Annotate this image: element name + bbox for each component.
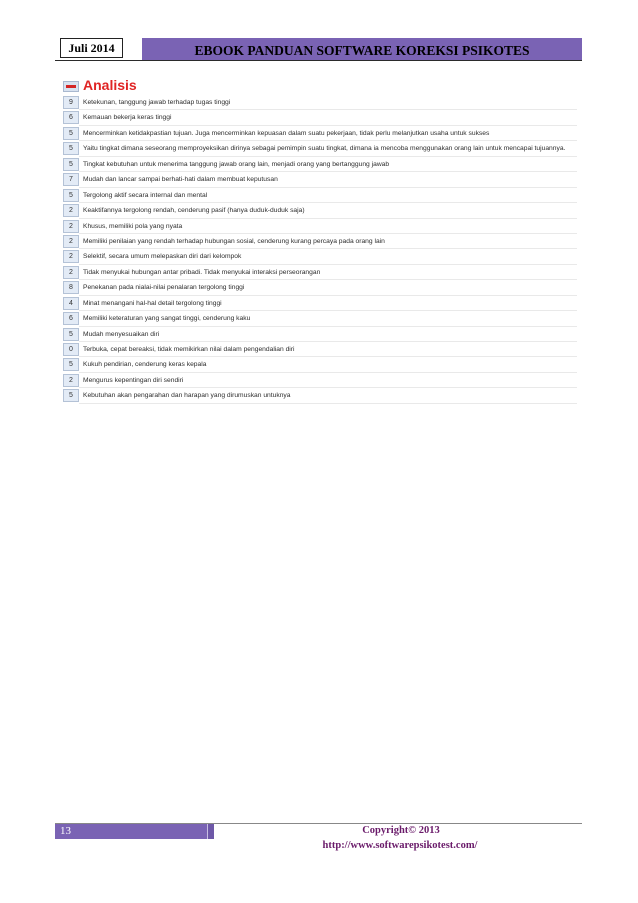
description-cell: Terbuka, cepat bereaksi, tidak memikirkan nilai dalam pengendalian diri <box>83 346 295 353</box>
score-cell: 2 <box>63 220 79 233</box>
description-cell: Kukuh pendirian, cenderung keras kepala <box>83 361 207 369</box>
analysis-list <box>63 95 583 404</box>
score-cell: 2 <box>63 250 79 263</box>
score-cell: 5 <box>63 127 79 140</box>
table-row <box>63 188 583 203</box>
table-row <box>63 219 583 234</box>
score-cell: 2 <box>63 204 79 217</box>
header-divider <box>55 60 582 61</box>
table-row <box>63 327 583 342</box>
table-row <box>63 234 583 249</box>
description-cell: Mencerminkan ketidakpastian tujuan. Juga mencerminkan kepuasan dalam suatu pekerjaan, tidak perlu melanjutkan usaha untuk sukses <box>83 129 490 137</box>
analysis-header <box>63 78 583 96</box>
analysis-screenshot <box>63 75 573 405</box>
table-row <box>63 172 583 187</box>
table-row <box>63 342 583 357</box>
footer-page-band <box>55 824 213 839</box>
website-link[interactable]: http://www.softwarepsikotest.com/ <box>322 840 478 851</box>
score-cell: 2 <box>63 266 79 279</box>
score-cell: 4 <box>63 297 79 310</box>
row-gridline <box>79 403 577 404</box>
table-row <box>63 141 583 156</box>
description-cell: Tingkat kebutuhan untuk menerima tanggung jawab orang lain, menjadi orang yang bertanggung jawab <box>83 160 390 168</box>
score-cell: 0 <box>63 343 79 356</box>
score-cell: 2 <box>63 235 79 248</box>
score-cell: 6 <box>63 111 79 124</box>
score-cell: 5 <box>63 142 79 155</box>
description-cell: Mudah menyesuaikan diri <box>83 330 160 338</box>
score-cell: 5 <box>63 189 79 202</box>
score-cell: 9 <box>63 96 79 109</box>
description-cell: Kemauan bekerja keras tinggi <box>83 114 172 122</box>
table-row <box>63 296 583 311</box>
score-cell: 8 <box>63 281 79 294</box>
document-title: EBOOK PANDUAN SOFTWARE KOREKSI PSIKOTES <box>194 43 530 58</box>
score-cell: 5 <box>63 358 79 371</box>
table-row <box>63 280 583 295</box>
table-row <box>63 203 583 218</box>
description-cell: Mengurus kepentingan diri sendiri <box>83 376 184 384</box>
score-cell: 6 <box>63 312 79 325</box>
description-cell: Keaktifannya tergolong rendah, cenderung pasif (hanya duduk-duduk saja) <box>83 207 305 215</box>
table-row <box>63 311 583 326</box>
description-cell: Kebutuhan akan pengarahan dan harapan yang dirumuskan untuknya <box>83 392 291 400</box>
score-cell: 2 <box>63 374 79 387</box>
description-cell: Ketekunan, tanggung jawab terhadap tugas tinggi <box>83 99 231 106</box>
table-row <box>63 388 583 403</box>
table-row <box>63 126 583 141</box>
header-date: Juli 2014 <box>60 38 123 58</box>
table-row <box>63 95 583 110</box>
score-cell: 5 <box>63 389 79 402</box>
page-number: 13 <box>60 825 71 837</box>
analysis-title: Analisis <box>83 77 137 93</box>
description-cell: Memiliki keteraturan yang sangat tinggi, cenderung kaku <box>83 315 251 323</box>
table-row <box>63 357 583 372</box>
copyright-text: Copyright© 2013 <box>362 825 440 836</box>
table-corner-icon <box>63 81 79 92</box>
description-cell: Selektif, secara umum melepaskan diri dari kelompok <box>83 253 242 261</box>
table-row <box>63 373 583 388</box>
table-row <box>63 110 583 125</box>
description-cell: Memiliki penilaian yang rendah terhadap hubungan sosial, cenderung kurang percaya pada orang lain <box>83 237 385 245</box>
description-cell: Tidak menyukai hubungan antar pribadi. Tidak menyukai interaksi perseorangan <box>83 268 321 276</box>
description-cell: Mudah dan lancar sampai berhati-hati dalam membuat keputusan <box>83 176 278 184</box>
description-cell: Tergolong aktif secara internal dan mental <box>83 191 208 199</box>
table-row <box>63 249 583 264</box>
score-cell: 5 <box>63 158 79 171</box>
table-row <box>63 265 583 280</box>
description-cell: Minat menangani hal-hal detail tergolong tinggi <box>83 299 222 307</box>
description-cell: Khusus, memiliki pola yang nyata <box>83 222 183 230</box>
score-cell: 7 <box>63 173 79 186</box>
description-cell: Yaitu tingkat dimana seseorang memproyeksikan dirinya sebagai pemimpin suatu tingkat, dimana ia mencoba menggunakan orang lain untuk mencapai tujuannya. <box>83 145 566 153</box>
table-row <box>63 157 583 172</box>
description-cell: Penekanan pada nialai-nilai penalaran tergolong tinggi <box>83 284 245 292</box>
score-cell: 5 <box>63 328 79 341</box>
